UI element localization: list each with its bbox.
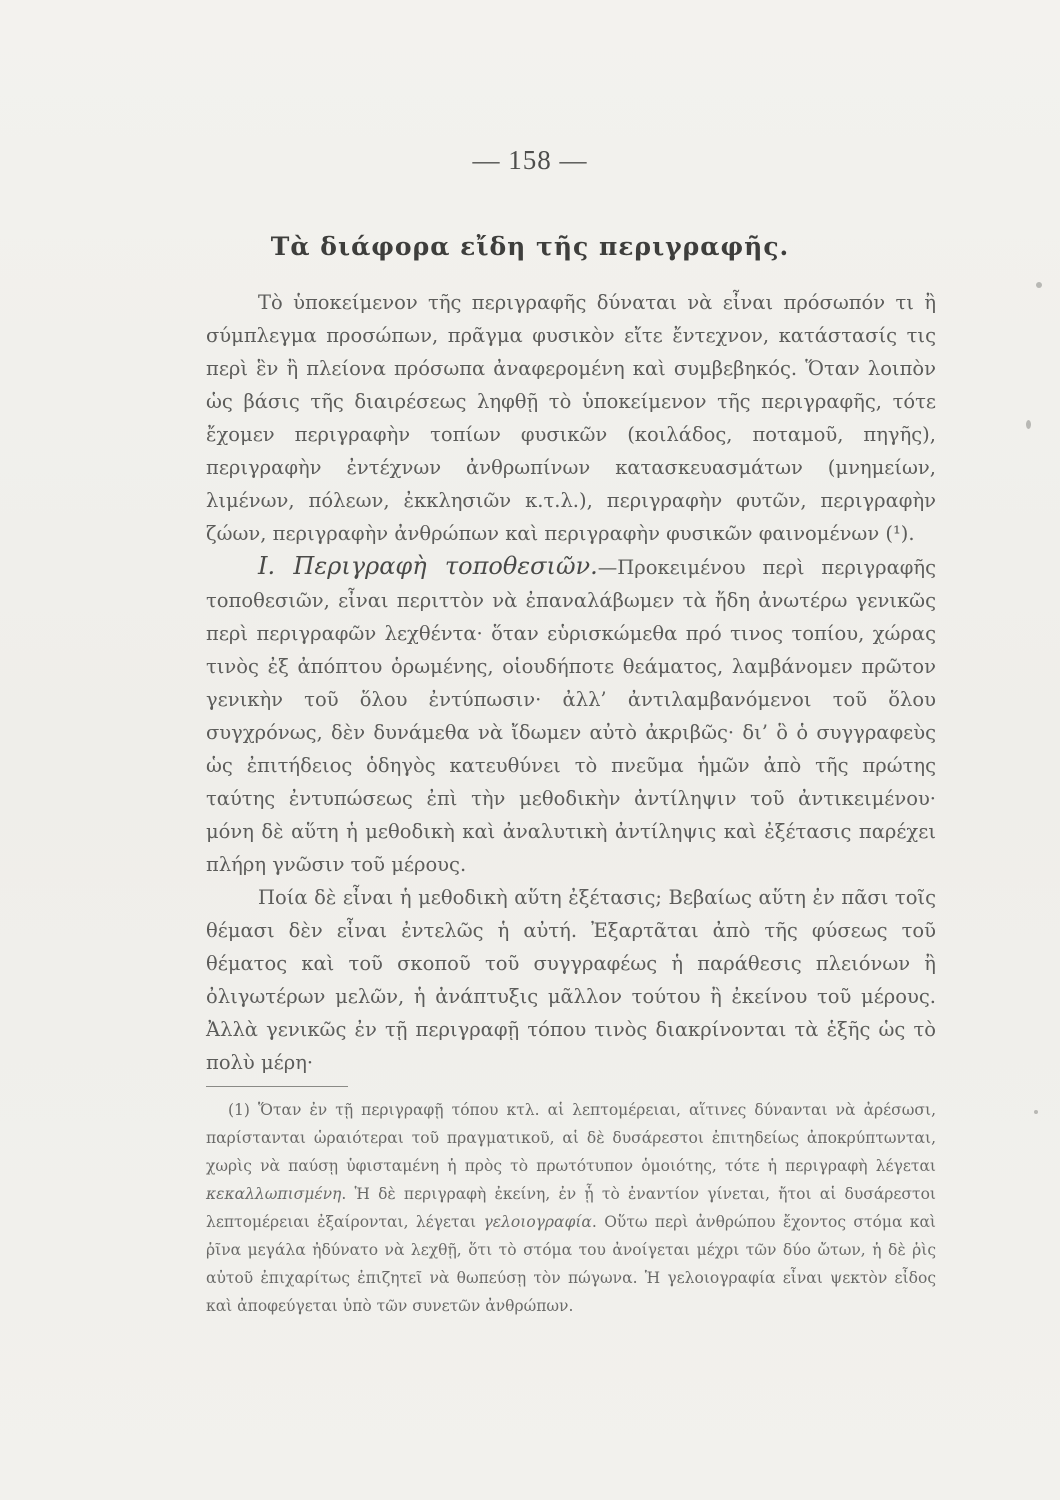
footnote-term-caricature: γελοιογραφία bbox=[483, 1213, 592, 1231]
paper-speck bbox=[1036, 282, 1042, 288]
paper-speck bbox=[1026, 420, 1031, 429]
footnote-part-2: . Ἡ δὲ περιγραφὴ ἐκείνη, ἐν ᾗ τὸ ἐναντίον γίνεται, ἤτοι αἱ δυσάρεστοι λεπτομέρειαι ἐξαίρονται, λέγεται bbox=[206, 1185, 936, 1231]
page-number: — 158 — bbox=[472, 145, 588, 175]
footnote-part-3: . Οὕτω περὶ ἀνθρώπου ἔχοντος στόμα καὶ ῥῖνα μεγάλα ἠδύνατο νὰ λεχθῇ, ὅτι τὸ στόμα του ἀνοίγεται μέχρι τῶν δύο ὤτων, ἡ δὲ ῥὶς αὐτοῦ ἐπιχαρίτως ἐπιζητεῖ νὰ θωπεύσῃ τὸν πώγωνα. Ἡ γελοιογραφία εἶναι ψεκτὸν εἶδος καὶ ἀποφεύγεται ὑπὸ τῶν συνετῶν ἀνθρώπων. bbox=[206, 1213, 937, 1315]
subsection-heading: I. Περιγραφὴ τοποθεσιῶν. bbox=[258, 552, 598, 580]
paper-speck bbox=[1034, 1110, 1038, 1114]
section-title: Τὰ διάφορα εἴδη τῆς περιγραφῆς. bbox=[270, 232, 790, 261]
footnote-text bbox=[206, 1096, 936, 1320]
footnote bbox=[206, 1096, 936, 1320]
paragraph-landscapes-text: —Προκειμένου περὶ περιγραφῆς τοποθεσιῶν, εἶναι περιττὸν νὰ ἐπαναλάβωμεν τὰ ἤδη ἀνωτέρω γενικῶς περὶ περιγραφῶν λεχθέντα· ὅταν εὑρισκώμεθα πρό τινος τοπίου, χώρας τινὸς ἐξ ἀπόπτου ὁρωμένης, οἱουδήποτε θεάματος, λαμβάνομεν πρῶτον γενικὴν τοῦ ὅλου ἐντύπωσιν· ἀλλ’ ἀντιλαμβανόμενοι τοῦ ὅλου συγχρόνως, δὲν δυνάμεθα νὰ ἴδωμεν αὐτὸ ἀκριβῶς· δι’ ὃ ὁ συγγραφεὺς ὡς ἐπιτήδειος ὁδηγὸς κατευθύνει τὸ πνεῦμα ἡμῶν ἀπὸ τῆς πρώτης ταύτης ἐντυπώσεως ἐπὶ τὴν μεθοδικὴν ἀντίληψιν τοῦ ἀντικειμένου· μόνη δὲ αὕτη ἡ μεθοδικὴ καὶ ἀναλυτικὴ ἀντίληψις καὶ ἐξέτασις παρέχει πλήρη γνῶσιν τοῦ μέρους. bbox=[206, 556, 936, 876]
main-text bbox=[206, 286, 936, 1079]
footnote-term-embellished: κεκαλλωπισμένη bbox=[206, 1185, 342, 1203]
footnote-divider bbox=[206, 1086, 348, 1087]
paragraph-intro: Τὸ ὑποκείμενον τῆς περιγραφῆς δύναται νὰ εἶναι πρόσωπόν τι ἢ σύμπλεγμα προσώπων, πρᾶγμα φυσικὸν εἴτε ἔντεχνον, κατάστασίς τις περὶ ἓν ἢ πλείονα πρόσωπα ἀναφερομένη καὶ συμβεβηκός. Ὅταν λοιπὸν ὡς βάσις τῆς διαιρέσεως ληφθῇ τὸ ὑποκείμενον τῆς περιγραφῆς, τότε ἔχομεν περιγραφὴν τοπίων φυσικῶν (κοιλάδος, ποταμοῦ, πηγῆς), περιγραφὴν ἐντέχνων ἀνθρωπίνων κατασκευασμάτων (μνημείων, λιμένων, πόλεων, ἐκκλησιῶν κ.τ.λ.), περιγραφὴν φυτῶν, περιγραφὴν ζώων, περιγραφὴν ἀνθρώπων καὶ περιγραφὴν φυσικῶν φαινομένων (¹). bbox=[206, 291, 936, 545]
footnote-part-1: (1) Ὅταν ἐν τῇ περιγραφῇ τόπου κτλ. αἱ λεπτομέρειαι, αἵτινες δύνανται νὰ ἀρέσωσι, παρίστανται ὡραιότεραι τοῦ πραγματικοῦ, αἱ δὲ δυσάρεστοι ἐπιτηδείως ἀποκρύπτωνται, χωρὶς νὰ παύσῃ ὑφισταμένη ἡ πρὸς τὸ πρωτότυπον ὁμοιότης, τότε ἡ περιγραφὴ λέγεται bbox=[206, 1101, 936, 1175]
paragraph-landscapes bbox=[206, 550, 936, 881]
paragraph-method: Ποία δὲ εἶναι ἡ μεθοδικὴ αὕτη ἐξέτασις; Βεβαίως αὕτη ἐν πᾶσι τοῖς θέμασι δὲν εἶναι ἐντελῶς ἡ αὐτή. Ἐξαρτᾶται ἀπὸ τῆς φύσεως τοῦ θέματος καὶ τοῦ σκοποῦ τοῦ συγγραφέως ἡ παράθεσις πλειόνων ἢ ὀλιγωτέρων μελῶν, ἡ ἀνάπτυξις μᾶλλον τούτου ἢ ἐκείνου τοῦ μέρους. Ἀλλὰ γενικῶς ἐν τῇ περιγραφῇ τόπου τινὸς διακρίνονται τὰ ἑξῆς ὡς τὸ πολὺ μέρη· bbox=[206, 886, 936, 1074]
